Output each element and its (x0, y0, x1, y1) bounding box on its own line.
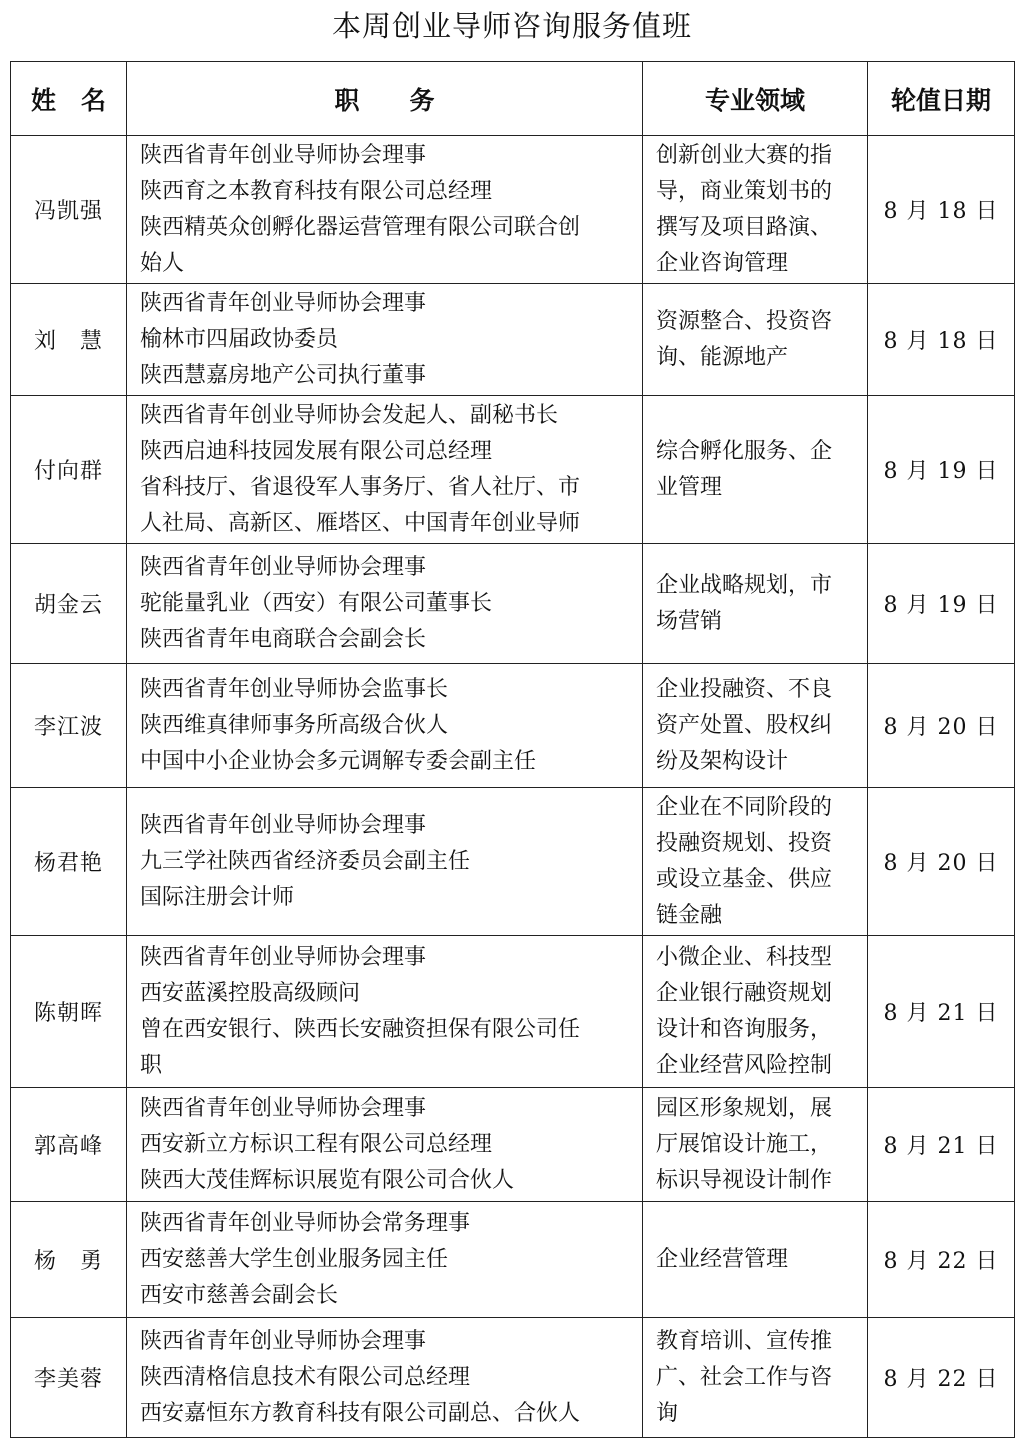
table-row (11, 1088, 1015, 1202)
position-line: 陕西省青年创业导师协会理事 (140, 944, 427, 970)
position-line: 陕西省青年创业导师协会监事长 (140, 676, 449, 702)
mentor-positions (127, 788, 643, 936)
expertise-line: 企业战略规划，市 (656, 572, 833, 598)
mentor-positions (127, 136, 643, 284)
expertise-line: 资产处置、股权纠 (656, 712, 833, 738)
expertise-line: 询 (656, 1400, 679, 1426)
header-duty: 职 务 (127, 62, 643, 136)
expertise-field (643, 396, 868, 544)
position-line: 陕西省青年创业导师协会发起人、副秘书长 (140, 402, 559, 428)
expertise-line: 企业投融资、不良 (656, 676, 833, 702)
duty-date: 8 月 22 日 (868, 1318, 1015, 1438)
expertise-line: 询、能源地产 (656, 344, 789, 370)
duty-date: 8 月 20 日 (868, 664, 1015, 788)
duty-date: 8 月 22 日 (868, 1202, 1015, 1318)
position-line: 陕西精英众创孵化器运营管理有限公司联合创 (140, 214, 581, 240)
position-line: 陕西维真律师事务所高级合伙人 (140, 712, 449, 738)
mentor-positions (127, 1318, 643, 1438)
mentor-positions (127, 1088, 643, 1202)
mentor-name: 陈朝晖 (11, 936, 127, 1088)
expertise-line: 企业咨询管理 (656, 250, 789, 276)
mentor-positions (127, 664, 643, 788)
position-line: 职 (140, 1052, 163, 1078)
expertise-line: 创新创业大赛的指 (656, 142, 833, 168)
position-line: 国际注册会计师 (140, 884, 295, 910)
expertise-line: 教育培训、宣传推 (656, 1328, 833, 1354)
position-line: 陕西慧嘉房地产公司执行董事 (140, 362, 427, 388)
mentor-positions (127, 544, 643, 664)
header-row (11, 62, 1015, 136)
mentor-name: 付向群 (11, 396, 127, 544)
expertise-line: 设计和咨询服务， (656, 1016, 833, 1042)
duty-date: 8 月 20 日 (868, 788, 1015, 936)
expertise-line: 企业在不同阶段的 (656, 794, 833, 820)
position-line: 陕西省青年创业导师协会理事 (140, 812, 427, 838)
table-row (11, 284, 1015, 396)
position-line: 陕西启迪科技园发展有限公司总经理 (140, 438, 493, 464)
expertise-line: 标识导视设计制作 (656, 1167, 833, 1193)
expertise-line: 投融资规划、投资 (656, 830, 833, 856)
duty-roster-table (10, 61, 1015, 1438)
position-line: 榆林市四届政协委员 (140, 326, 339, 352)
duty-date: 8 月 18 日 (868, 284, 1015, 396)
expertise-line: 资源整合、投资咨 (656, 308, 833, 334)
position-line: 陕西省青年创业导师协会理事 (140, 1328, 427, 1354)
expertise-line: 导，商业策划书的 (656, 178, 833, 204)
position-line: 人社局、高新区、雁塔区、中国青年创业导师 (140, 510, 581, 536)
mentor-name: 刘 慧 (11, 284, 127, 396)
expertise-line: 小微企业、科技型 (656, 944, 833, 970)
mentor-name: 李美蓉 (11, 1318, 127, 1438)
expertise-field (643, 1202, 868, 1318)
position-line: 九三学社陕西省经济委员会副主任 (140, 848, 471, 874)
mentor-positions (127, 396, 643, 544)
duty-date: 8 月 19 日 (868, 544, 1015, 664)
position-line: 陕西省青年创业导师协会常务理事 (140, 1210, 471, 1236)
position-line: 西安新立方标识工程有限公司总经理 (140, 1131, 493, 1157)
expertise-field (643, 936, 868, 1088)
expertise-line: 纷及架构设计 (656, 748, 789, 774)
position-line: 西安嘉恒东方教育科技有限公司副总、合伙人 (140, 1400, 581, 1426)
position-line: 曾在西安银行、陕西长安融资担保有限公司任 (140, 1016, 581, 1042)
expertise-line: 或设立基金、供应 (656, 866, 833, 892)
table-row (11, 936, 1015, 1088)
duty-date: 8 月 21 日 (868, 936, 1015, 1088)
expertise-line: 链金融 (656, 902, 723, 928)
position-line: 西安市慈善会副会长 (140, 1282, 339, 1308)
position-line: 省科技厅、省退役军人事务厅、省人社厅、市 (140, 474, 581, 500)
mentor-name: 冯凯强 (11, 136, 127, 284)
mentor-positions (127, 284, 643, 396)
table-row (11, 136, 1015, 284)
expertise-field (643, 544, 868, 664)
page-title: 本周创业导师咨询服务值班 (331, 9, 692, 43)
position-line: 陕西省青年创业导师协会理事 (140, 290, 427, 316)
position-line: 陕西省青年创业导师协会理事 (140, 554, 427, 580)
table-row (11, 664, 1015, 788)
position-line: 中国中小企业协会多元调解专委会副主任 (140, 748, 537, 774)
mentor-name: 胡金云 (11, 544, 127, 664)
roster-body (11, 136, 1015, 1438)
expertise-line: 厅展馆设计施工， (656, 1131, 833, 1157)
expertise-field (643, 1088, 868, 1202)
position-line: 陕西大茂佳辉标识展览有限公司合伙人 (140, 1167, 515, 1193)
expertise-line: 业管理 (656, 474, 723, 500)
table-row (11, 396, 1015, 544)
position-line: 陕西育之本教育科技有限公司总经理 (140, 178, 493, 204)
mentor-positions (127, 1202, 643, 1318)
expertise-line: 企业经营风险控制 (656, 1052, 833, 1078)
header-field: 专业领域 (643, 62, 868, 136)
duty-date: 8 月 21 日 (868, 1088, 1015, 1202)
duty-date: 8 月 19 日 (868, 396, 1015, 544)
mentor-name: 杨 勇 (11, 1202, 127, 1318)
expertise-field (643, 1318, 868, 1438)
table-row (11, 544, 1015, 664)
position-line: 陕西清格信息技术有限公司总经理 (140, 1364, 471, 1390)
expertise-field (643, 788, 868, 936)
table-row (11, 788, 1015, 936)
position-line: 始人 (140, 250, 185, 276)
table-row (11, 1318, 1015, 1438)
mentor-positions (127, 936, 643, 1088)
position-line: 陕西省青年电商联合会副会长 (140, 626, 427, 652)
header-name: 姓 名 (11, 62, 127, 136)
expertise-line: 企业经营管理 (656, 1246, 789, 1272)
expertise-field (643, 284, 868, 396)
position-line: 西安蓝溪控股高级顾问 (140, 980, 361, 1006)
expertise-field (643, 664, 868, 788)
position-line: 陕西省青年创业导师协会理事 (140, 142, 427, 168)
expertise-line: 园区形象规划，展 (656, 1095, 833, 1121)
expertise-line: 综合孵化服务、企 (656, 438, 833, 464)
mentor-name: 郭高峰 (11, 1088, 127, 1202)
position-line: 西安慈善大学生创业服务园主任 (140, 1246, 449, 1272)
mentor-name: 杨君艳 (11, 788, 127, 936)
expertise-field (643, 136, 868, 284)
expertise-line: 撰写及项目路演、 (656, 214, 833, 240)
header-date: 轮值日期 (868, 62, 1015, 136)
table-row (11, 1202, 1015, 1318)
duty-date: 8 月 18 日 (868, 136, 1015, 284)
mentor-name: 李江波 (11, 664, 127, 788)
position-line: 陕西省青年创业导师协会理事 (140, 1095, 427, 1121)
position-line: 驼能量乳业（西安）有限公司董事长 (140, 590, 493, 616)
expertise-line: 广、社会工作与咨 (656, 1364, 833, 1390)
expertise-line: 场营销 (656, 608, 723, 634)
expertise-line: 企业银行融资规划 (656, 980, 833, 1006)
